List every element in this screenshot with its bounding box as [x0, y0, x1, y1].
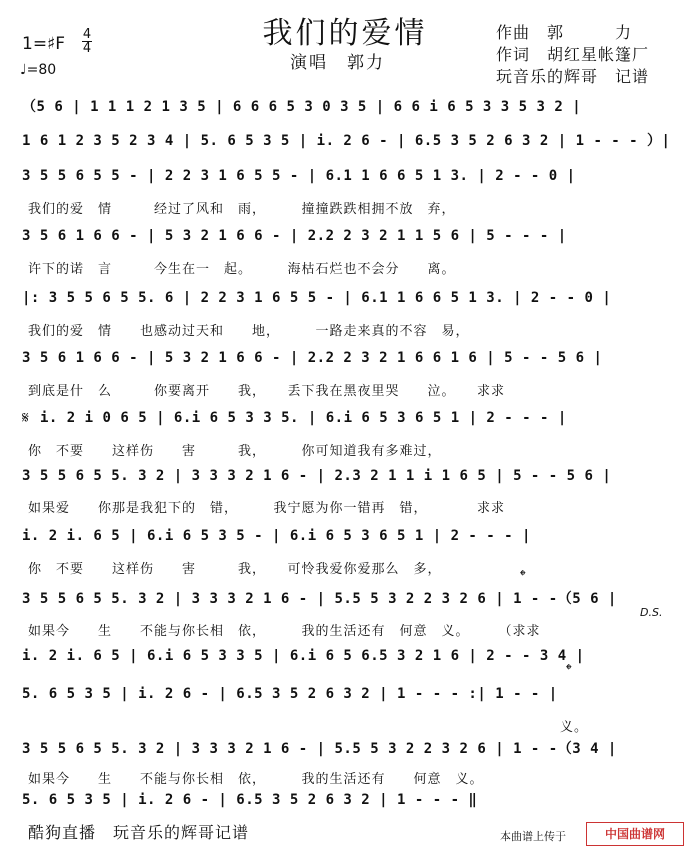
staff-line: 1 6 1 2 3 5 2 3 4 | 5. 6 5 3 5 | i. 2 6 - | 6.5 3 5 2 6 3 2 | 1 - - - ）| [22, 133, 671, 149]
time-signature [82, 28, 92, 55]
staff-line: 3 5 6 1 6 6 - | 5 3 2 1 6 6 - | 2.2 2 3 2 1 6 6 1 6 | 5 - - 5 6 | [22, 350, 603, 366]
staff-line: 3 5 5 6 5 5. 3 2 | 3 3 3 2 1 6 - | 2.3 2 1 1 i 1 6 5 | 5 - - 5 6 | [22, 468, 612, 484]
staff-line: 3 5 5 6 5 5. 3 2 | 3 3 3 2 1 6 - | 5.5 5 3 2 2 3 2 6 | 1 - -（5 6 | [22, 591, 617, 607]
lyric-line: 你 不要 这样伤 害 我， 你可知道我有多难过， [28, 444, 442, 459]
lyric-line: 许下的诺 言 今生在一 起。 海枯石烂也不会分 离。 [28, 262, 456, 277]
transcriber-credit: 玩音乐的辉哥 记谱 [496, 67, 650, 86]
lyric-line: 我们的爱 情 经过了风和 雨， 撞撞跌跌相拥不放 弃， [28, 202, 456, 217]
key-signature: 1=♯F [22, 34, 66, 54]
lyric-line: 如果今 生 不能与你长相 依， 我的生活还有 何意 义。 [28, 772, 484, 787]
lyric-line: 如果今 生 不能与你长相 依， 我的生活还有 何意 义。 （求求 [28, 624, 541, 639]
lyric-line: 到底是什 么 你要离开 我， 丢下我在黑夜里哭 泣。 求求 [28, 384, 506, 399]
coda-sign: 𝄌 [566, 660, 572, 679]
lyric-line: 如果爱 你那是我犯下的 错， 我宁愿为你一错再 错， 求求 [28, 501, 506, 516]
song-title: 我们的爱情 [262, 16, 428, 51]
ds-marking: D.S. [640, 606, 663, 619]
staff-line: 3 5 5 6 5 5 - | 2 2 3 1 6 5 5 - | 6.1 1 6 6 5 1 3. | 2 - - 0 | [22, 168, 576, 184]
staff-line: （5 6 | 1 1 1 2 1 3 5 | 6 6 6 5 3 0 3 5 | 6 6 i 6 5 3 3 5 3 2 | [22, 99, 582, 115]
staff-line: |: 3 5 5 6 5 5. 6 | 2 2 3 1 6 5 5 - | 6.1 1 6 6 5 1 3. | 2 - - 0 | [22, 290, 612, 306]
staff-line: i. 2 i. 6 5 | 6.i 6 5 3 5 - | 6.i 6 5 3 6 5 1 | 2 - - - | [22, 528, 531, 544]
staff-line: 5. 6 5 3 5 | i. 2 6 - | 6.5 3 5 2 6 3 2 | 1 - - - :| 1 - - | [22, 686, 558, 702]
staff-line: 5. 6 5 3 5 | i. 2 6 - | 6.5 3 5 2 6 3 2 | 1 - - - ‖ [22, 792, 478, 808]
composer-credit: 作曲 郭 力 [496, 23, 633, 42]
staff-line: 3 5 5 6 5 5. 3 2 | 3 3 3 2 1 6 - | 5.5 5 3 2 2 3 2 6 | 1 - -（3 4 | [22, 741, 617, 757]
staff-line: i. 2 i. 6 5 | 6.i 6 5 3 3 5 | 6.i 6 5 6.5 3 2 1 6 | 2 - - 3 4 | [22, 648, 585, 664]
footer-broadcast: 酷狗直播 玩音乐的辉哥记谱 [28, 823, 250, 842]
lyric-line: 我们的爱 情 也感动过天和 地， 一路走来真的不容 易， [28, 324, 470, 339]
meter-bottom: 4 [82, 41, 92, 56]
site-logo[interactable]: 中国曲谱网 [586, 822, 684, 846]
lyric-line: 你 不要 这样伤 害 我， 可怜我爱你爱那么 多， [28, 562, 442, 577]
staff-line: 3 5 6 1 6 6 - | 5 3 2 1 6 6 - | 2.2 2 3 2 1 1 5 6 | 5 - - - | [22, 228, 567, 244]
lyricist-credit: 作词 胡红星帐篷厂 [496, 45, 650, 64]
staff-line: i. 2 i 0 6 5 | 6.i 6 5 3 3 5. | 6.i 6 5 3 6 5 1 | 2 - - - | [40, 410, 567, 426]
tempo-marking: ♩=80 [20, 62, 57, 78]
coda-sign: 𝄌 [520, 566, 526, 585]
upload-note: 本曲谱上传于 [500, 830, 566, 843]
singer-credit: 演唱 郭力 [290, 53, 385, 73]
meter-top: 4 [82, 27, 92, 42]
segno-sign: 𝄋 [22, 408, 29, 427]
lyric-line: 义。 [560, 720, 589, 735]
